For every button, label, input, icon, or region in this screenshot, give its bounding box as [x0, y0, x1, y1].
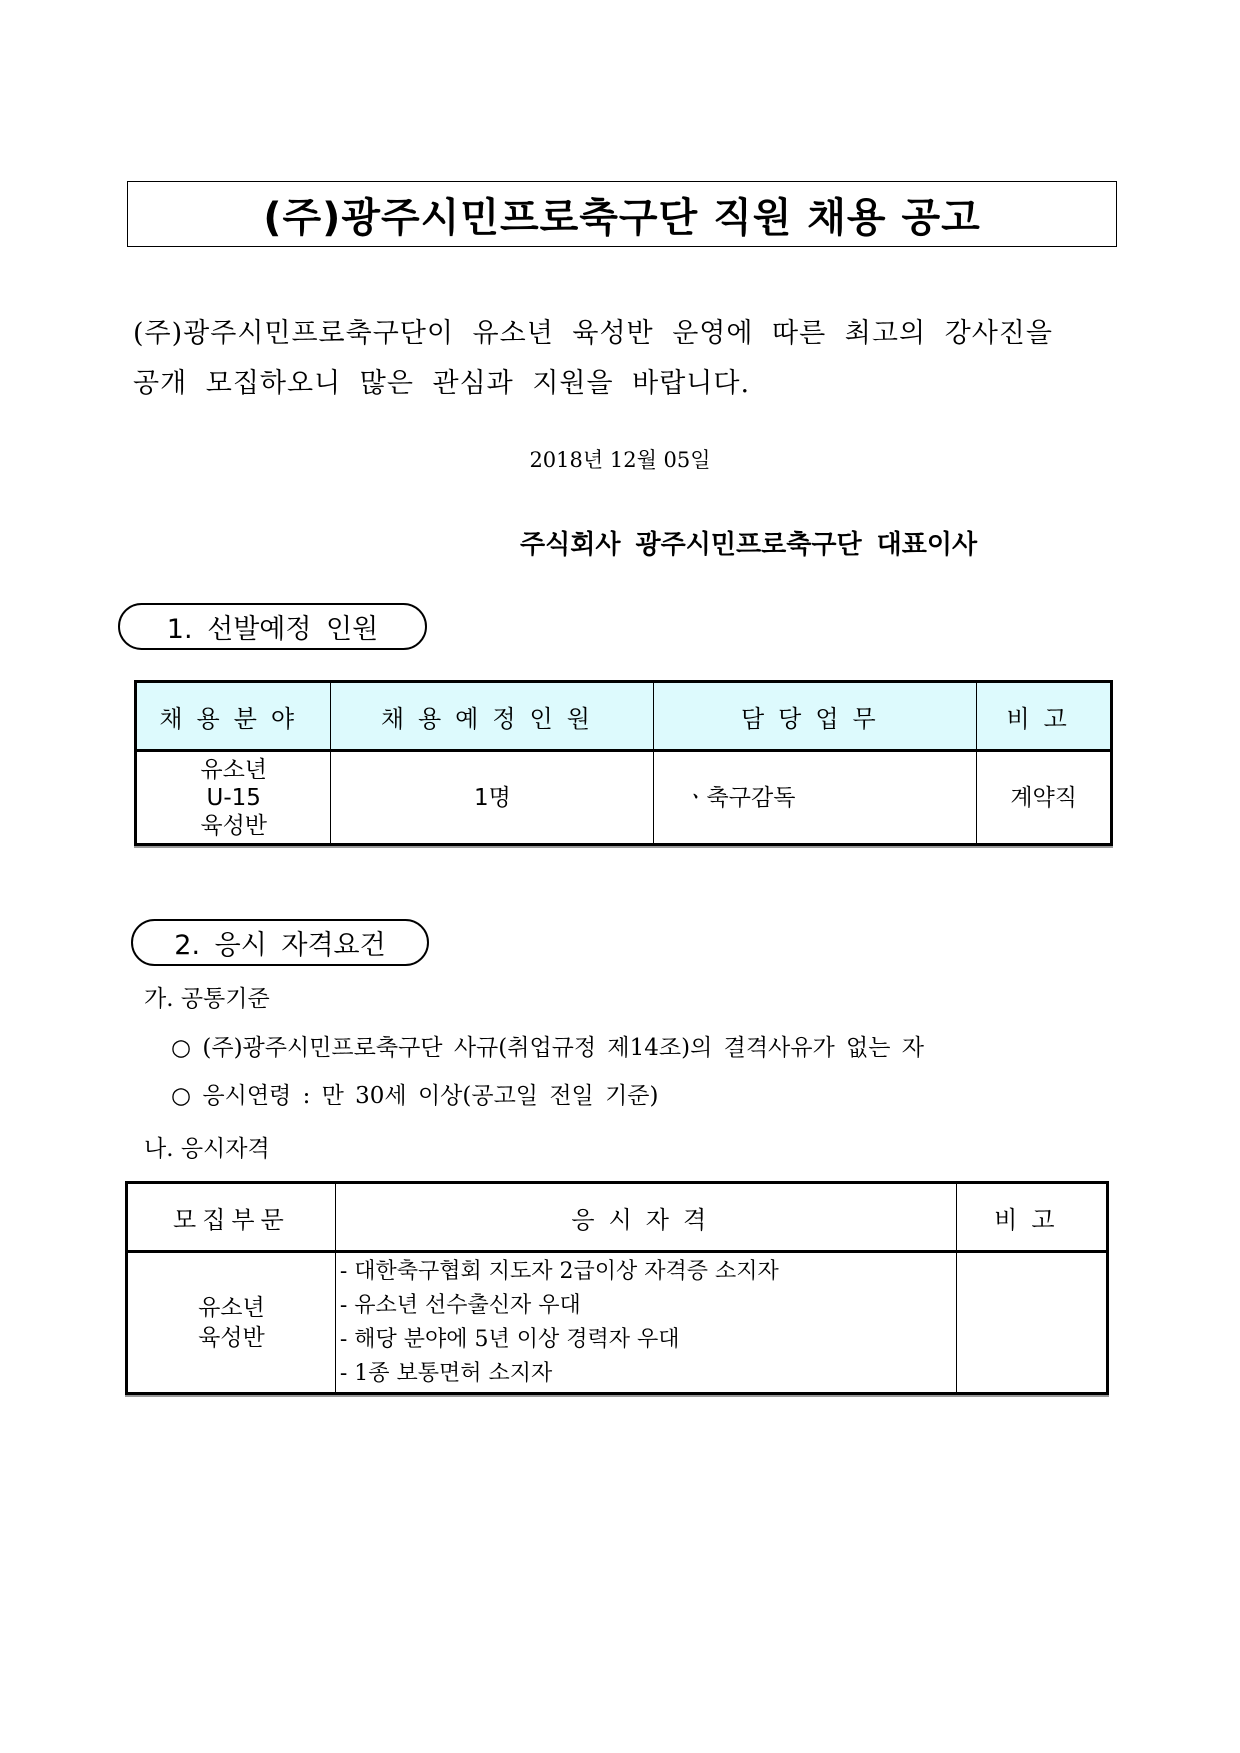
count-cell: 1명: [331, 751, 654, 845]
field-line: U-15: [206, 784, 261, 811]
requirement-item: - 유소년 선수출신자 우대: [339, 1293, 581, 1318]
intro-line-2: 공개 모집하오니 많은 관심과 지원을 바랍니다.: [133, 368, 751, 399]
requirement-item: - 해당 분야에 5년 이상 경력자 우대: [339, 1327, 680, 1352]
header-note: 비고: [956, 1183, 1107, 1252]
header-note: 비고: [977, 682, 1112, 751]
criteria-item: ○ (주)광주시민프로축구단 사규(취업규정 제14조)의 결격사유가 없는 자: [171, 1035, 924, 1061]
table-row: [136, 751, 1112, 845]
section-1-heading: 1. 선발예정 인원: [118, 603, 427, 650]
recruitment-table-header: [136, 682, 1112, 751]
eligibility-table: [125, 1181, 1109, 1395]
note-cell: 계약직: [977, 751, 1112, 845]
intro-paragraph: [133, 309, 1113, 409]
section-2-heading: 2. 응시 자격요건: [131, 919, 429, 966]
common-criteria-heading: 가. 공통기준: [144, 986, 270, 1012]
category-cell: [127, 1252, 336, 1394]
issuer-signature: 주식회사 광주시민프로축구단 대표이사: [520, 530, 978, 560]
page-title: (주)광주시민프로축구단 직원 채용 공고: [127, 181, 1117, 247]
header-field: 채용분야: [136, 682, 331, 751]
announcement-date: 2018년 12월 05일: [529, 448, 711, 472]
header-count: 채용예정인원: [331, 682, 654, 751]
category-line: 육성반: [198, 1324, 265, 1351]
recruitment-table: [134, 680, 1113, 846]
field-line: 육성반: [200, 812, 268, 839]
header-category: 모집부문: [127, 1183, 336, 1252]
criteria-item: ○ 응시연령 : 만 30세 이상(공고일 전일 기준): [171, 1083, 659, 1109]
requirement-item: - 대한축구협회 지도자 2급이상 자격증 소지자: [339, 1259, 779, 1284]
header-qualification: 응시자격: [335, 1183, 956, 1252]
duty-cell: ㆍ축구감독: [654, 751, 977, 845]
field-cell: [136, 751, 331, 845]
requirements-cell: [335, 1252, 956, 1394]
requirement-item: - 1종 보통면허 소지자: [339, 1361, 553, 1386]
eligibility-table-header: [127, 1183, 1108, 1252]
eligibility-heading: 나. 응시자격: [144, 1136, 270, 1162]
header-duty: 담당업무: [654, 682, 977, 751]
intro-line-1: (주)광주시민프로축구단이 유소년 육성반 운영에 따른 최고의 강사진을: [133, 318, 1053, 349]
field-line: 유소년: [200, 756, 268, 783]
table-row: [127, 1252, 1108, 1394]
category-line: 유소년: [198, 1294, 265, 1321]
note-cell: [956, 1252, 1107, 1394]
